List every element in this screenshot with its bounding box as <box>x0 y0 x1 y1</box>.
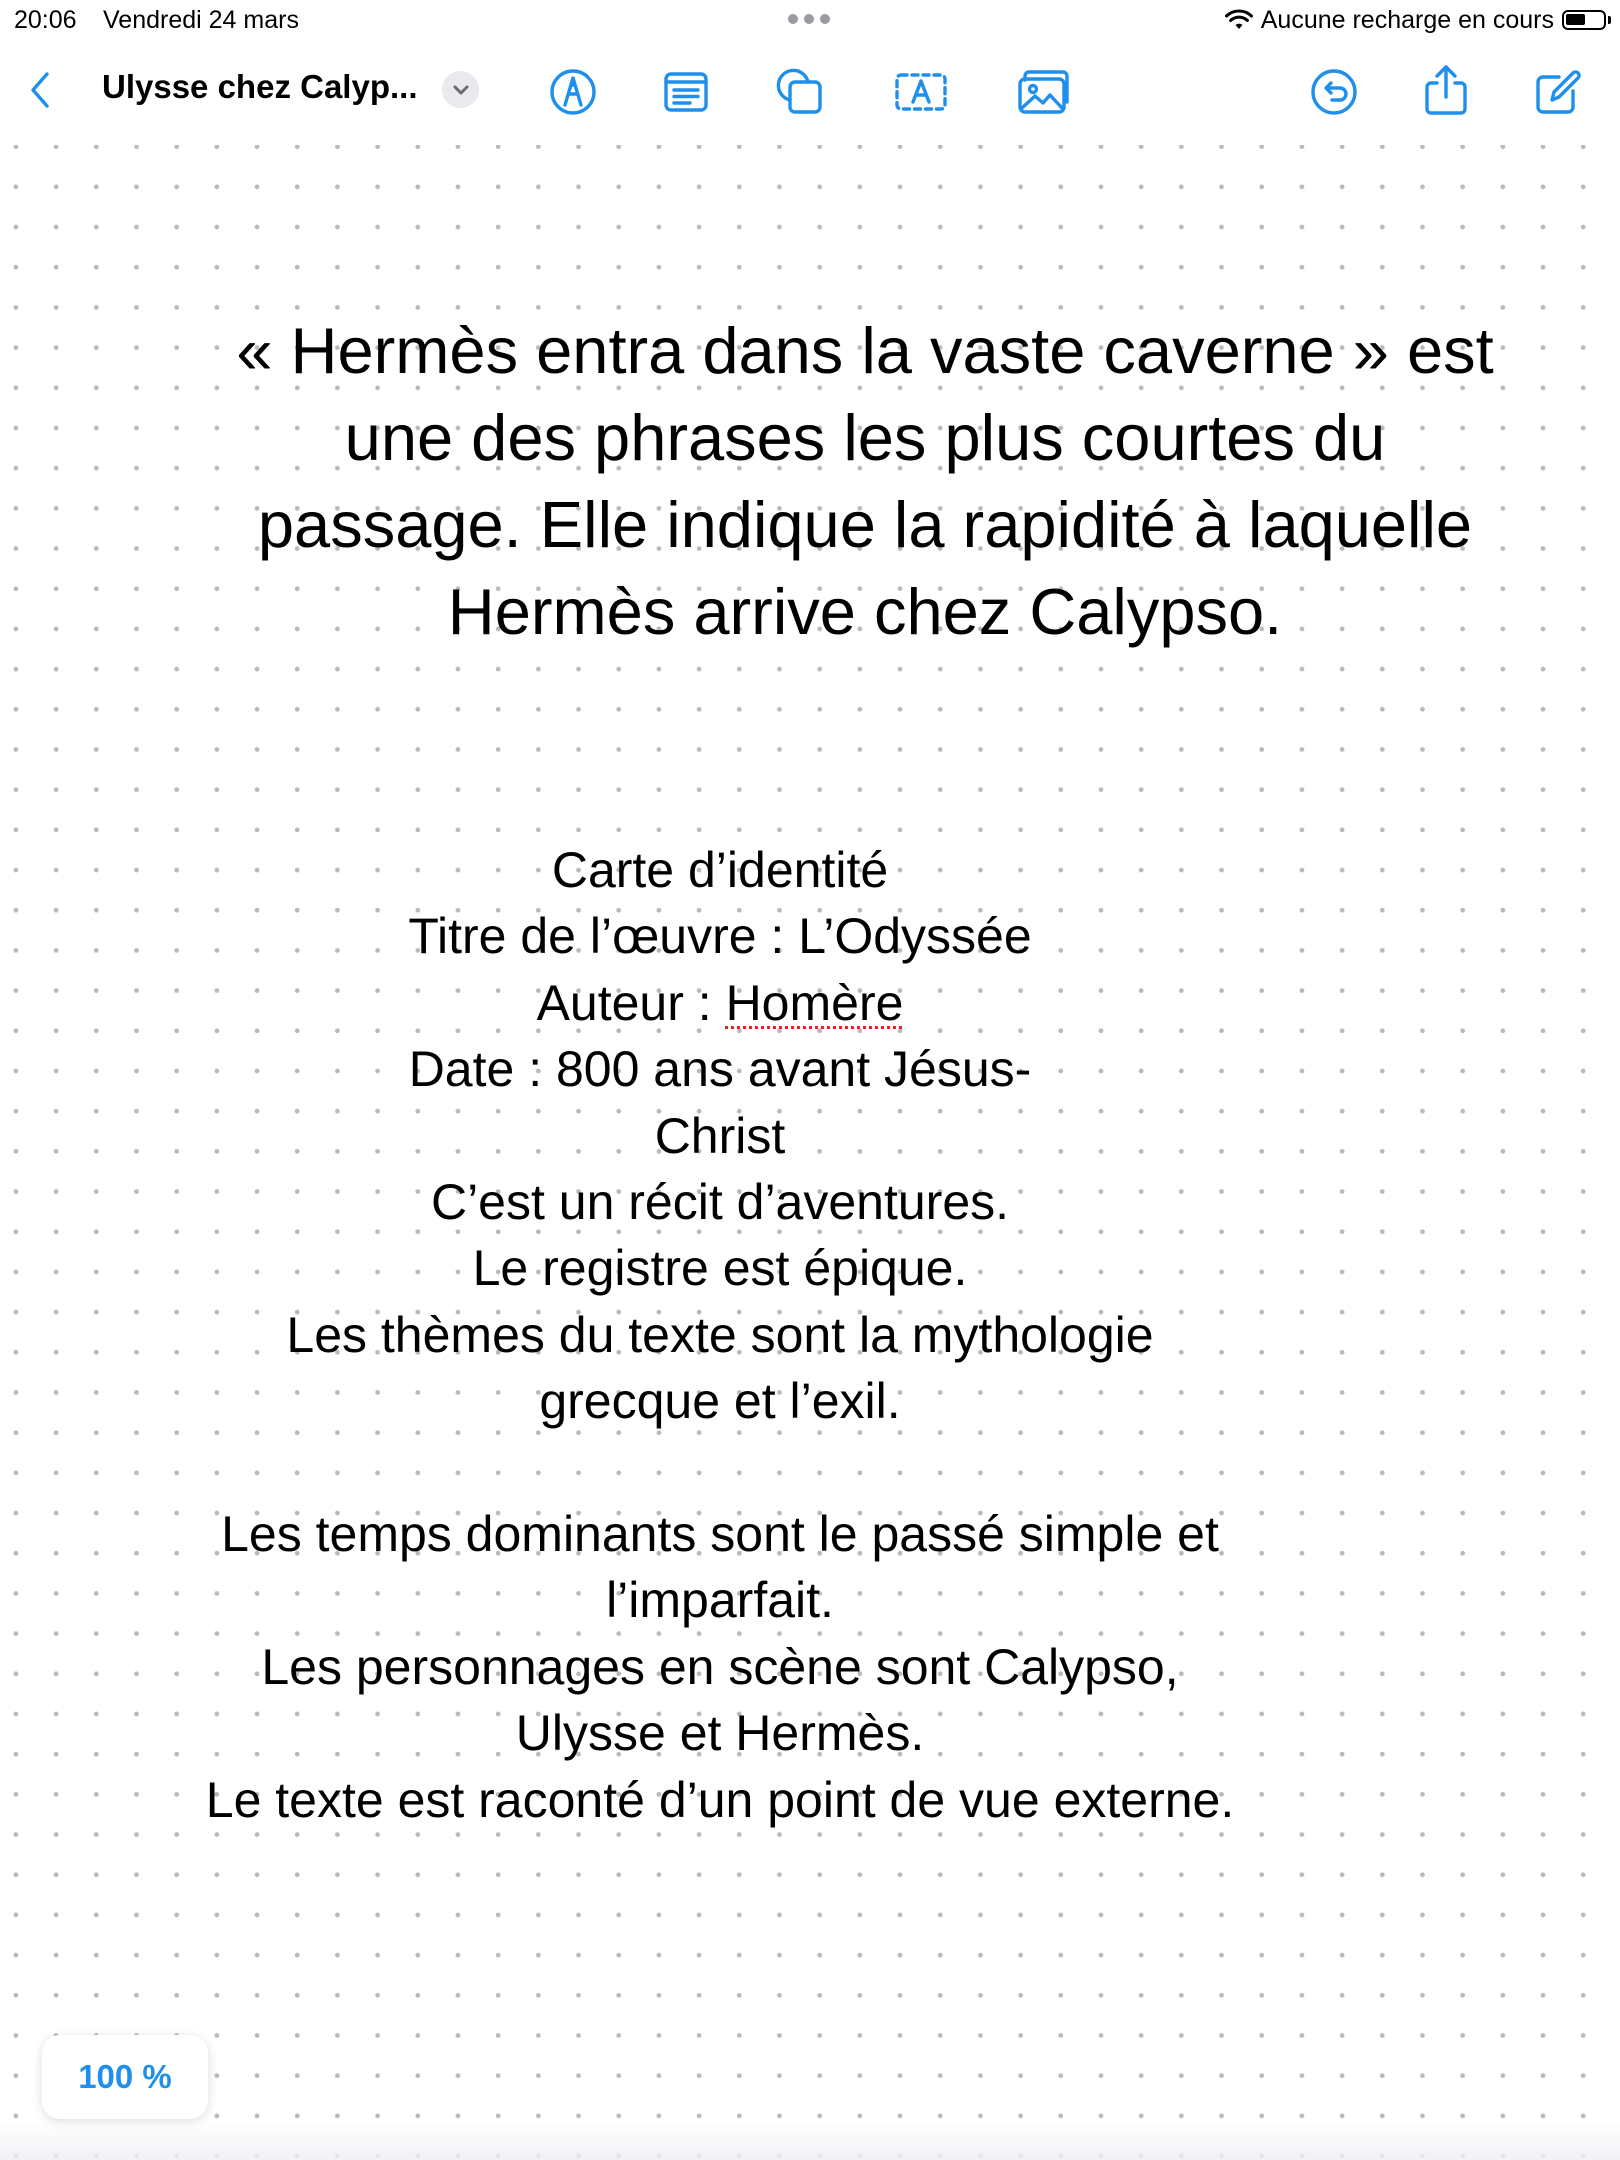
shapes-icon <box>774 67 826 117</box>
author-prefix: Auteur : <box>536 974 726 1031</box>
identity-card-text-box[interactable] <box>120 837 1320 1833</box>
markup-button[interactable] <box>545 64 601 120</box>
notes-icon <box>662 69 710 115</box>
share-icon <box>1423 63 1469 117</box>
markup-pen-icon <box>548 67 598 117</box>
media-icon <box>1017 68 1073 116</box>
identity-register-line: Le registre est épique. <box>472 1240 968 1297</box>
identity-tenses-line: l’imparfait. <box>606 1572 834 1629</box>
identity-pov-line: Le texte est raconté d’un point de vue externe. <box>205 1771 1235 1828</box>
toolbar <box>0 40 1620 145</box>
identity-date-line: Christ <box>654 1107 786 1164</box>
quote-line: une des phrases les plus courtes du <box>344 401 1386 474</box>
status-indicators <box>1225 4 1606 36</box>
quote-line: passage. Elle indique la rapidité à laquelle <box>257 488 1473 561</box>
quote-line: Hermès arrive chez Calypso. <box>447 575 1283 648</box>
shapes-button[interactable] <box>772 64 828 120</box>
status-date: Vendredi 24 mars <box>103 6 299 34</box>
new-board-icon <box>1533 65 1583 117</box>
undo-button[interactable] <box>1306 64 1362 120</box>
note-button[interactable] <box>658 64 714 120</box>
quote-line: « Hermès entra dans la vaste caverne » est <box>236 314 1494 387</box>
zoom-level-button[interactable]: 100 % <box>42 2035 208 2119</box>
author-name-misspelled[interactable]: Homère <box>725 974 904 1031</box>
identity-characters-line: Ulysse et Hermès. <box>515 1705 925 1762</box>
home-indicator-area <box>0 2120 1620 2160</box>
identity-tenses-line: Les temps dominants sont le passé simple et <box>221 1506 1219 1563</box>
quote-text-box[interactable] <box>160 307 1570 655</box>
identity-title-line: Titre de l’œuvre : L’Odyssée <box>408 908 1032 965</box>
identity-author-line <box>120 970 1320 1036</box>
battery-level <box>1566 14 1585 25</box>
text-box-button[interactable] <box>893 64 949 120</box>
multitasking-handle-icon[interactable] <box>788 12 834 26</box>
identity-genre-line: C’est un récit d’aventures. <box>430 1174 1010 1231</box>
back-button[interactable] <box>16 66 64 114</box>
share-button[interactable] <box>1418 60 1474 120</box>
back-chevron-icon <box>25 68 55 112</box>
battery-icon <box>1562 10 1606 30</box>
title-menu-button[interactable] <box>442 71 479 108</box>
text-box-icon <box>894 70 948 114</box>
document-title[interactable]: Ulysse chez Calyp... <box>102 68 418 105</box>
identity-themes-line: Les thèmes du texte sont la mythologie <box>286 1306 1154 1363</box>
blank-line <box>120 1435 1320 1501</box>
media-button[interactable] <box>1016 64 1074 120</box>
status-bar <box>0 0 1620 40</box>
title-menu-chevron-icon <box>452 84 470 96</box>
identity-date-line: Date : 800 ans avant Jésus- <box>408 1041 1032 1098</box>
status-time: 20:06 <box>14 6 77 34</box>
identity-heading: Carte d’identité <box>551 842 889 898</box>
new-board-button[interactable] <box>1530 62 1586 120</box>
charging-status-text: Aucune recharge en cours <box>1260 5 1554 34</box>
undo-icon <box>1309 67 1359 117</box>
wifi-icon <box>1225 9 1253 31</box>
identity-themes-line: grecque et l’exil. <box>539 1373 901 1430</box>
identity-characters-line: Les personnages en scène sont Calypso, <box>261 1638 1179 1695</box>
